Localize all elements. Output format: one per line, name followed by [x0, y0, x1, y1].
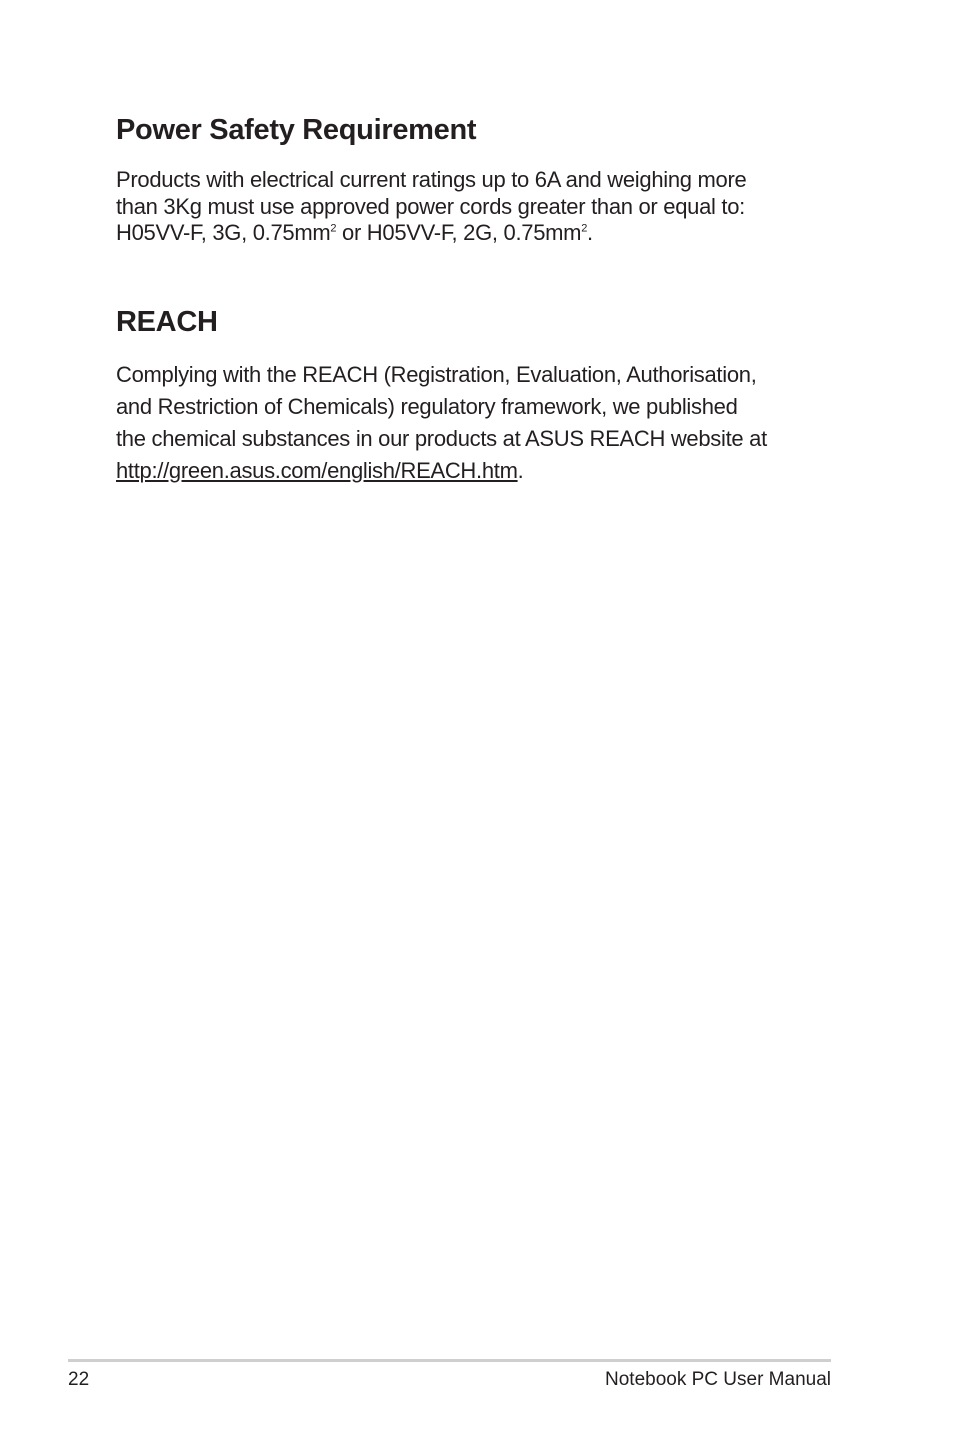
power-safety-paragraph — [116, 167, 836, 247]
reach-line-1: Complying with the REACH (Registration, Evaluation, Authorisation, — [116, 362, 757, 387]
reach-paragraph — [116, 359, 836, 487]
line-end-period: . — [587, 220, 593, 245]
power-safety-line-3 — [116, 220, 836, 247]
superscript-2: 2 — [330, 222, 337, 235]
power-safety-line-1: Products with electrical current ratings up to 6A and weighing more — [116, 167, 747, 192]
page-number: 22 — [68, 1369, 90, 1390]
reach-line-4 — [116, 455, 836, 487]
reach-line-2: and Restriction of Chemicals) regulatory framework, we published — [116, 394, 738, 419]
manual-title: Notebook PC User Manual — [605, 1369, 831, 1390]
cord-spec-1: H05VV-F, 3G, 0.75mm — [116, 220, 331, 245]
footer-divider — [68, 1359, 831, 1362]
cord-spec-2: or H05VV-F, 2G, 0.75mm — [336, 220, 582, 245]
reach-line-3: the chemical substances in our products at ASUS REACH website at — [116, 426, 767, 451]
reach-website-link[interactable]: http://green.asus.com/english/REACH.htm — [116, 458, 518, 483]
superscript-2: 2 — [581, 222, 588, 235]
reach-heading: REACH — [116, 306, 218, 338]
power-safety-section — [116, 113, 836, 247]
power-safety-heading: Power Safety Requirement — [116, 114, 477, 146]
line-end-period: . — [517, 458, 524, 483]
power-safety-line-2: than 3Kg must use approved power cords greater than or equal to: — [116, 193, 745, 219]
reach-section — [116, 305, 836, 487]
